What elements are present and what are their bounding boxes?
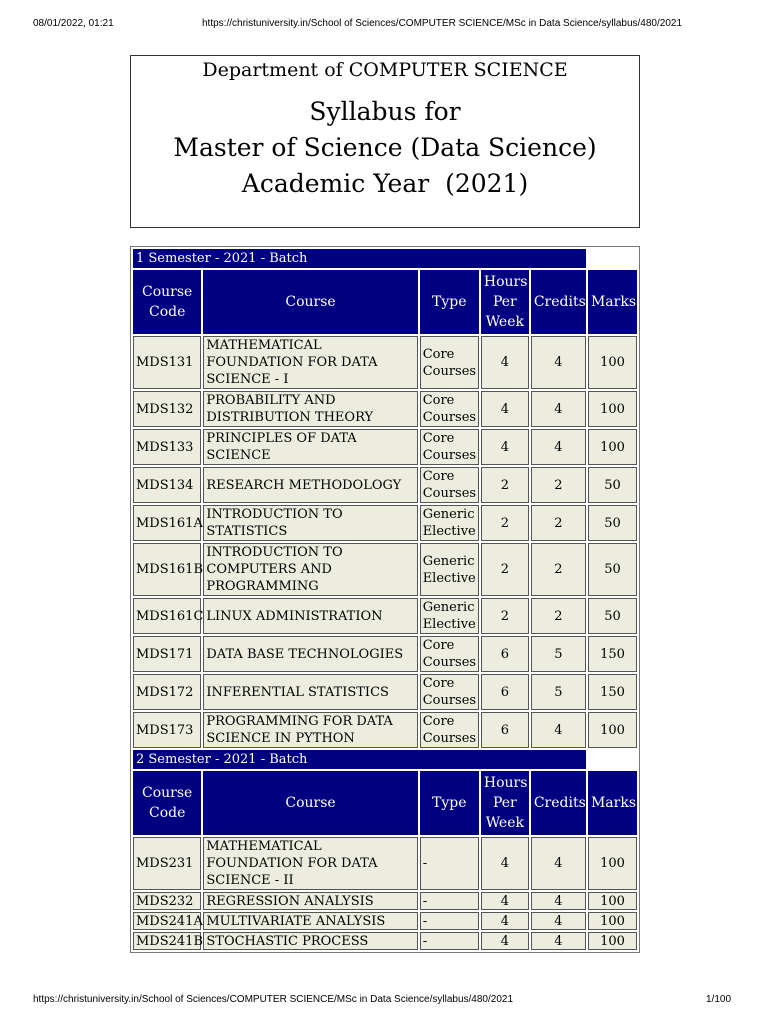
page-number: 1/100 bbox=[706, 994, 732, 1005]
course-code: MDS241B bbox=[133, 932, 201, 950]
semester-label: 2 Semester - 2021 - Batch bbox=[133, 750, 586, 769]
course-row bbox=[133, 429, 637, 465]
course-type: Core Courses bbox=[420, 336, 479, 389]
course-type: Generic Elective bbox=[420, 598, 479, 634]
column-header-marks: Marks bbox=[588, 771, 637, 835]
syllabus-line-2: Master of Science (Data Science) bbox=[173, 133, 597, 162]
syllabus-table bbox=[130, 246, 640, 953]
course-name: PRINCIPLES OF DATA SCIENCE bbox=[203, 429, 417, 465]
semester-spacer bbox=[588, 249, 637, 268]
course-marks: 100 bbox=[588, 892, 637, 910]
course-row bbox=[133, 892, 637, 910]
course-code: MDS241A bbox=[133, 912, 201, 930]
column-header-type: Type bbox=[420, 771, 479, 835]
course-type: Core Courses bbox=[420, 429, 479, 465]
course-code: MDS133 bbox=[133, 429, 201, 465]
course-hours: 6 bbox=[481, 674, 529, 710]
course-type: Generic Elective bbox=[420, 505, 479, 541]
course-marks: 150 bbox=[588, 674, 637, 710]
course-credits: 2 bbox=[531, 598, 586, 634]
course-marks: 100 bbox=[588, 712, 637, 748]
course-code: MDS173 bbox=[133, 712, 201, 748]
column-header-hours: Hours Per Week bbox=[481, 771, 529, 835]
course-name: STOCHASTIC PROCESS bbox=[203, 932, 417, 950]
course-type: Core Courses bbox=[420, 467, 479, 503]
course-name: RESEARCH METHODOLOGY bbox=[203, 467, 417, 503]
course-type: Core Courses bbox=[420, 712, 479, 748]
course-name: PROGRAMMING FOR DATA SCIENCE IN PYTHON bbox=[203, 712, 417, 748]
course-code: MDS161B bbox=[133, 543, 201, 596]
course-name: DATA BASE TECHNOLOGIES bbox=[203, 636, 417, 672]
column-header-credits: Credits bbox=[531, 771, 586, 835]
course-marks: 50 bbox=[588, 543, 637, 596]
course-name: PROBABILITY AND DISTRIBUTION THEORY bbox=[203, 391, 417, 427]
course-code: MDS161A bbox=[133, 505, 201, 541]
course-type: Core Courses bbox=[420, 674, 479, 710]
course-code: MDS161C bbox=[133, 598, 201, 634]
column-header-course: Course bbox=[203, 771, 417, 835]
course-row bbox=[133, 636, 637, 672]
column-header-credits: Credits bbox=[531, 270, 586, 334]
title-box bbox=[130, 55, 640, 228]
course-credits: 2 bbox=[531, 505, 586, 541]
course-credits: 2 bbox=[531, 467, 586, 503]
course-credits: 4 bbox=[531, 892, 586, 910]
course-credits: 5 bbox=[531, 636, 586, 672]
semester-header-row bbox=[133, 750, 637, 769]
course-hours: 4 bbox=[481, 837, 529, 890]
semester-spacer bbox=[588, 750, 637, 769]
course-hours: 4 bbox=[481, 892, 529, 910]
course-code: MDS131 bbox=[133, 336, 201, 389]
course-credits: 4 bbox=[531, 912, 586, 930]
column-header-code: Course Code bbox=[133, 771, 201, 835]
course-type: - bbox=[420, 932, 479, 950]
course-hours: 2 bbox=[481, 467, 529, 503]
course-type: Core Courses bbox=[420, 636, 479, 672]
course-hours: 4 bbox=[481, 429, 529, 465]
course-row bbox=[133, 674, 637, 710]
print-url: https://christuniversity.in/School of Sciences/COMPUTER SCIENCE/MSc in Data Science/syllabus/480/2021 bbox=[202, 18, 683, 29]
course-credits: 4 bbox=[531, 391, 586, 427]
course-marks: 100 bbox=[588, 837, 637, 890]
semester-header-row bbox=[133, 249, 637, 268]
course-hours: 4 bbox=[481, 932, 529, 950]
column-header-row bbox=[133, 771, 637, 835]
print-date: 08/01/2022, 01:21 bbox=[33, 18, 114, 29]
course-row bbox=[133, 712, 637, 748]
course-row bbox=[133, 467, 637, 503]
course-hours: 4 bbox=[481, 391, 529, 427]
column-header-hours: Hours Per Week bbox=[481, 270, 529, 334]
course-marks: 100 bbox=[588, 932, 637, 950]
course-code: MDS232 bbox=[133, 892, 201, 910]
course-code: MDS132 bbox=[133, 391, 201, 427]
course-code: MDS134 bbox=[133, 467, 201, 503]
course-row bbox=[133, 912, 637, 930]
column-header-course: Course bbox=[203, 270, 417, 334]
course-code: MDS231 bbox=[133, 837, 201, 890]
course-credits: 4 bbox=[531, 837, 586, 890]
course-row bbox=[133, 505, 637, 541]
course-name: REGRESSION ANALYSIS bbox=[203, 892, 417, 910]
course-code: MDS171 bbox=[133, 636, 201, 672]
course-row bbox=[133, 932, 637, 950]
course-name: MULTIVARIATE ANALYSIS bbox=[203, 912, 417, 930]
course-row bbox=[133, 336, 637, 389]
course-name: INFERENTIAL STATISTICS bbox=[203, 674, 417, 710]
course-row bbox=[133, 837, 637, 890]
course-marks: 50 bbox=[588, 598, 637, 634]
course-marks: 100 bbox=[588, 429, 637, 465]
column-header-type: Type bbox=[420, 270, 479, 334]
course-hours: 4 bbox=[481, 336, 529, 389]
course-hours: 2 bbox=[481, 543, 529, 596]
course-credits: 4 bbox=[531, 712, 586, 748]
course-row bbox=[133, 598, 637, 634]
course-credits: 4 bbox=[531, 429, 586, 465]
course-hours: 6 bbox=[481, 636, 529, 672]
course-type: - bbox=[420, 837, 479, 890]
course-type: Core Courses bbox=[420, 391, 479, 427]
course-hours: 2 bbox=[481, 505, 529, 541]
course-name: MATHEMATICAL FOUNDATION FOR DATA SCIENCE - II bbox=[203, 837, 417, 890]
course-type: Generic Elective bbox=[420, 543, 479, 596]
course-name: LINUX ADMINISTRATION bbox=[203, 598, 417, 634]
semester-label: 1 Semester - 2021 - Batch bbox=[133, 249, 586, 268]
course-credits: 5 bbox=[531, 674, 586, 710]
course-type: - bbox=[420, 912, 479, 930]
course-marks: 100 bbox=[588, 391, 637, 427]
course-marks: 100 bbox=[588, 912, 637, 930]
course-hours: 4 bbox=[481, 912, 529, 930]
syllabus-line-1: Syllabus for bbox=[309, 97, 461, 126]
course-hours: 2 bbox=[481, 598, 529, 634]
course-hours: 6 bbox=[481, 712, 529, 748]
course-name: INTRODUCTION TO COMPUTERS AND PROGRAMMING bbox=[203, 543, 417, 596]
course-credits: 2 bbox=[531, 543, 586, 596]
column-header-row bbox=[133, 270, 637, 334]
course-type: - bbox=[420, 892, 479, 910]
course-marks: 50 bbox=[588, 467, 637, 503]
course-marks: 50 bbox=[588, 505, 637, 541]
course-credits: 4 bbox=[531, 336, 586, 389]
course-credits: 4 bbox=[531, 932, 586, 950]
course-code: MDS172 bbox=[133, 674, 201, 710]
course-name: MATHEMATICAL FOUNDATION FOR DATA SCIENCE - I bbox=[203, 336, 417, 389]
syllabus-line-3: Academic Year (2021) bbox=[241, 169, 529, 198]
course-marks: 100 bbox=[588, 336, 637, 389]
footer-url: https://christuniversity.in/School of Sciences/COMPUTER SCIENCE/MSc in Data Science/syllabus/480/2021 bbox=[33, 994, 514, 1005]
course-row bbox=[133, 391, 637, 427]
course-row bbox=[133, 543, 637, 596]
column-header-marks: Marks bbox=[588, 270, 637, 334]
department-name: Department of COMPUTER SCIENCE bbox=[202, 59, 568, 81]
course-name: INTRODUCTION TO STATISTICS bbox=[203, 505, 417, 541]
syllabus-title bbox=[131, 94, 639, 202]
column-header-code: Course Code bbox=[133, 270, 201, 334]
course-marks: 150 bbox=[588, 636, 637, 672]
